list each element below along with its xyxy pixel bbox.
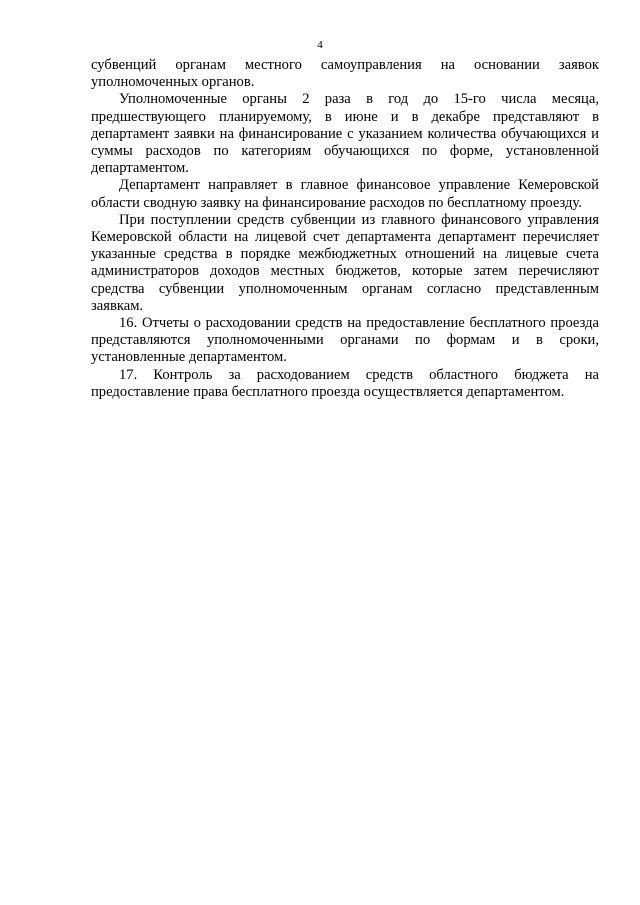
paragraph-summary-application: Департамент направляет в главное финансовое управление Кемеровской области сводную заявку на финансирование расходов по бесплатному проезду. [91, 177, 599, 211]
page-number: 4 [317, 39, 323, 51]
paragraph-item-16-reports: 16. Отчеты о расходовании средств на предоставление бесплатного проезда представляются уполномоченными органами по формам и в сроки, установленные департаментом. [91, 315, 599, 366]
paragraph-applications: Уполномоченные органы 2 раза в год до 15-го числа месяца, предшествующего планируемому, в июне и в декабре представляют в департамент заявки на финансирование с указанием количества обучающихся и суммы расходов по категориям обучающихся по форме, установленной департаментом. [91, 91, 599, 177]
paragraph-subvention-transfer: При поступлении средств субвенции из главного финансового управления Кемеровской области на лицевой счет департамента департамент перечисляет указанные средства в порядке межбюджетных отношений на лицевые счета администраторов доходов местных бюджетов, которые затем перечисляют средства субвенции уполномоченным органам согласно представленным заявкам. [91, 211, 599, 314]
paragraph-item-17-control: 17. Контроль за расходованием средств областного бюджета на предоставление права бесплатного проезда осуществляется департаментом. [91, 366, 599, 400]
paragraph-continuation: субвенций органам местного самоуправления на основании заявок уполномоченных органов. [91, 57, 599, 91]
document-body [91, 57, 599, 401]
